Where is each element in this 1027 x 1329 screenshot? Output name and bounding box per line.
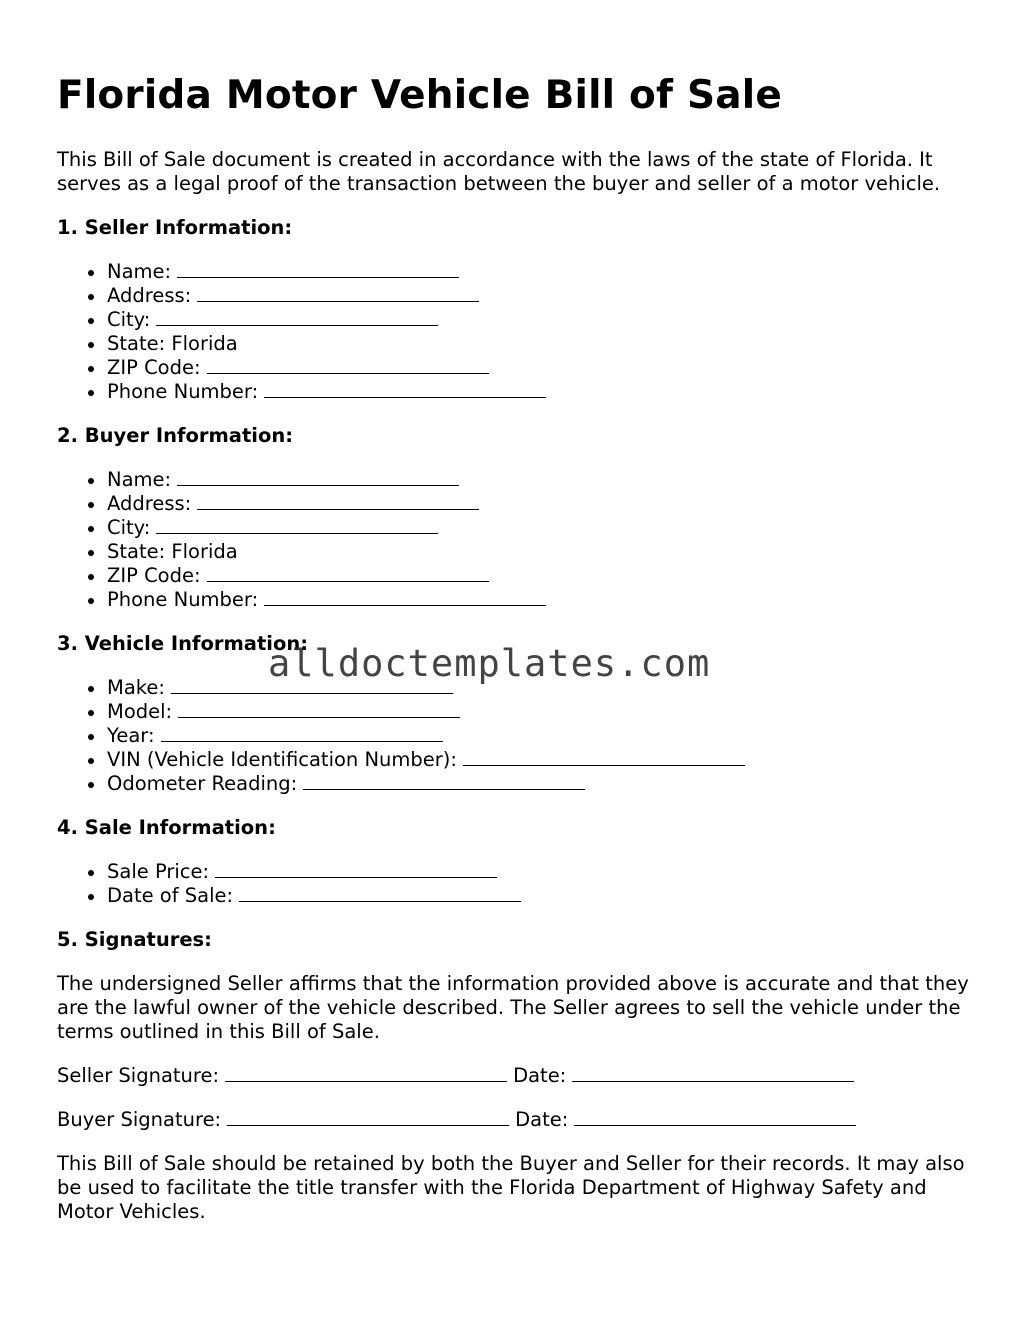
seller-affirmation-paragraph: The undersigned Seller affirms that the information provided above is accurate and that they are the lawful owner of the vehicle described. The Seller agrees to sell the vehicle under the terms outlined in this Bill of Sale. [57,972,969,1043]
seller-zip-label: ZIP Code: [107,356,201,379]
buyer-zip-label: ZIP Code: [107,564,201,587]
sale-price-field [107,860,987,884]
buyer-city-field [107,516,987,540]
buyer-state-field [107,540,987,564]
sale-date-blank[interactable] [239,884,521,902]
vehicle-odometer-label: Odometer Reading: [107,772,298,795]
watermark-text: alldoctemplates.com [268,642,711,685]
buyer-zip-field [107,564,987,588]
seller-address-label: Address: [107,284,192,307]
sale-price-blank[interactable] [215,860,497,878]
buyer-address-field [107,492,987,516]
vehicle-vin-blank[interactable] [463,748,745,766]
buyer-signature-line [57,1108,987,1132]
seller-section-heading: 1. Seller Information: [57,216,293,239]
vehicle-year-field [107,724,987,748]
sale-price-label: Sale Price: [107,860,210,883]
seller-name-label: Name: [107,260,172,283]
seller-zip-blank[interactable] [207,356,489,374]
buyer-date-blank[interactable] [574,1108,856,1126]
buyer-phone-field [107,588,987,612]
buyer-section-heading: 2. Buyer Information: [57,424,294,447]
buyer-address-label: Address: [107,492,192,515]
seller-address-field [107,284,987,308]
vehicle-model-label: Model: [107,700,173,723]
buyer-date-label: Date: [515,1108,569,1131]
sale-date-field [107,884,987,908]
buyer-city-label: City: [107,516,151,539]
buyer-signature-label: Buyer Signature: [57,1108,222,1131]
seller-signature-label: Seller Signature: [57,1064,220,1087]
buyer-field-list [57,468,987,612]
seller-state-label: State: Florida [107,332,238,355]
buyer-name-blank[interactable] [177,468,459,486]
seller-phone-blank[interactable] [264,380,546,398]
buyer-address-blank[interactable] [197,492,479,510]
seller-state-field [107,332,987,356]
vehicle-section-heading: 3. Vehicle Information: [57,632,309,655]
seller-field-list [57,260,987,404]
vehicle-vin-label: VIN (Vehicle Identification Number): [107,748,457,771]
seller-city-blank[interactable] [156,308,438,326]
seller-address-blank[interactable] [197,284,479,302]
vehicle-vin-field [107,748,987,772]
vehicle-odometer-field [107,772,987,796]
seller-name-field [107,260,987,284]
buyer-phone-label: Phone Number: [107,588,259,611]
vehicle-field-list [57,676,987,796]
buyer-city-blank[interactable] [156,516,438,534]
sale-date-label: Date of Sale: [107,884,234,907]
intro-paragraph: This Bill of Sale document is created in accordance with the laws of the state of Florida. It serves as a legal proof of the transaction between the buyer and seller of a motor vehicle. [57,148,941,195]
seller-date-label: Date: [513,1064,567,1087]
closing-paragraph: This Bill of Sale should be retained by both the Buyer and Seller for their records. It may also be used to facilitate the title transfer with the Florida Department of Highway Safety and Motor Vehicles. [57,1152,965,1223]
vehicle-odometer-blank[interactable] [303,772,585,790]
buyer-phone-blank[interactable] [264,588,546,606]
seller-zip-field [107,356,987,380]
buyer-name-field [107,468,987,492]
vehicle-year-label: Year: [107,724,155,747]
buyer-name-label: Name: [107,468,172,491]
vehicle-model-blank[interactable] [178,700,460,718]
document-title: Florida Motor Vehicle Bill of Sale [57,73,782,118]
seller-phone-field [107,380,987,404]
seller-signature-line [57,1064,987,1088]
seller-name-blank[interactable] [177,260,459,278]
buyer-signature-blank[interactable] [227,1108,509,1126]
seller-city-field [107,308,987,332]
buyer-zip-blank[interactable] [207,564,489,582]
vehicle-make-label: Make: [107,676,165,699]
seller-phone-label: Phone Number: [107,380,259,403]
vehicle-year-blank[interactable] [161,724,443,742]
sale-field-list [57,860,987,908]
seller-city-label: City: [107,308,151,331]
sale-section-heading: 4. Sale Information: [57,816,276,839]
vehicle-model-field [107,700,987,724]
buyer-state-label: State: Florida [107,540,238,563]
signatures-section-heading: 5. Signatures: [57,928,212,951]
seller-date-blank[interactable] [572,1064,854,1082]
seller-signature-blank[interactable] [225,1064,507,1082]
